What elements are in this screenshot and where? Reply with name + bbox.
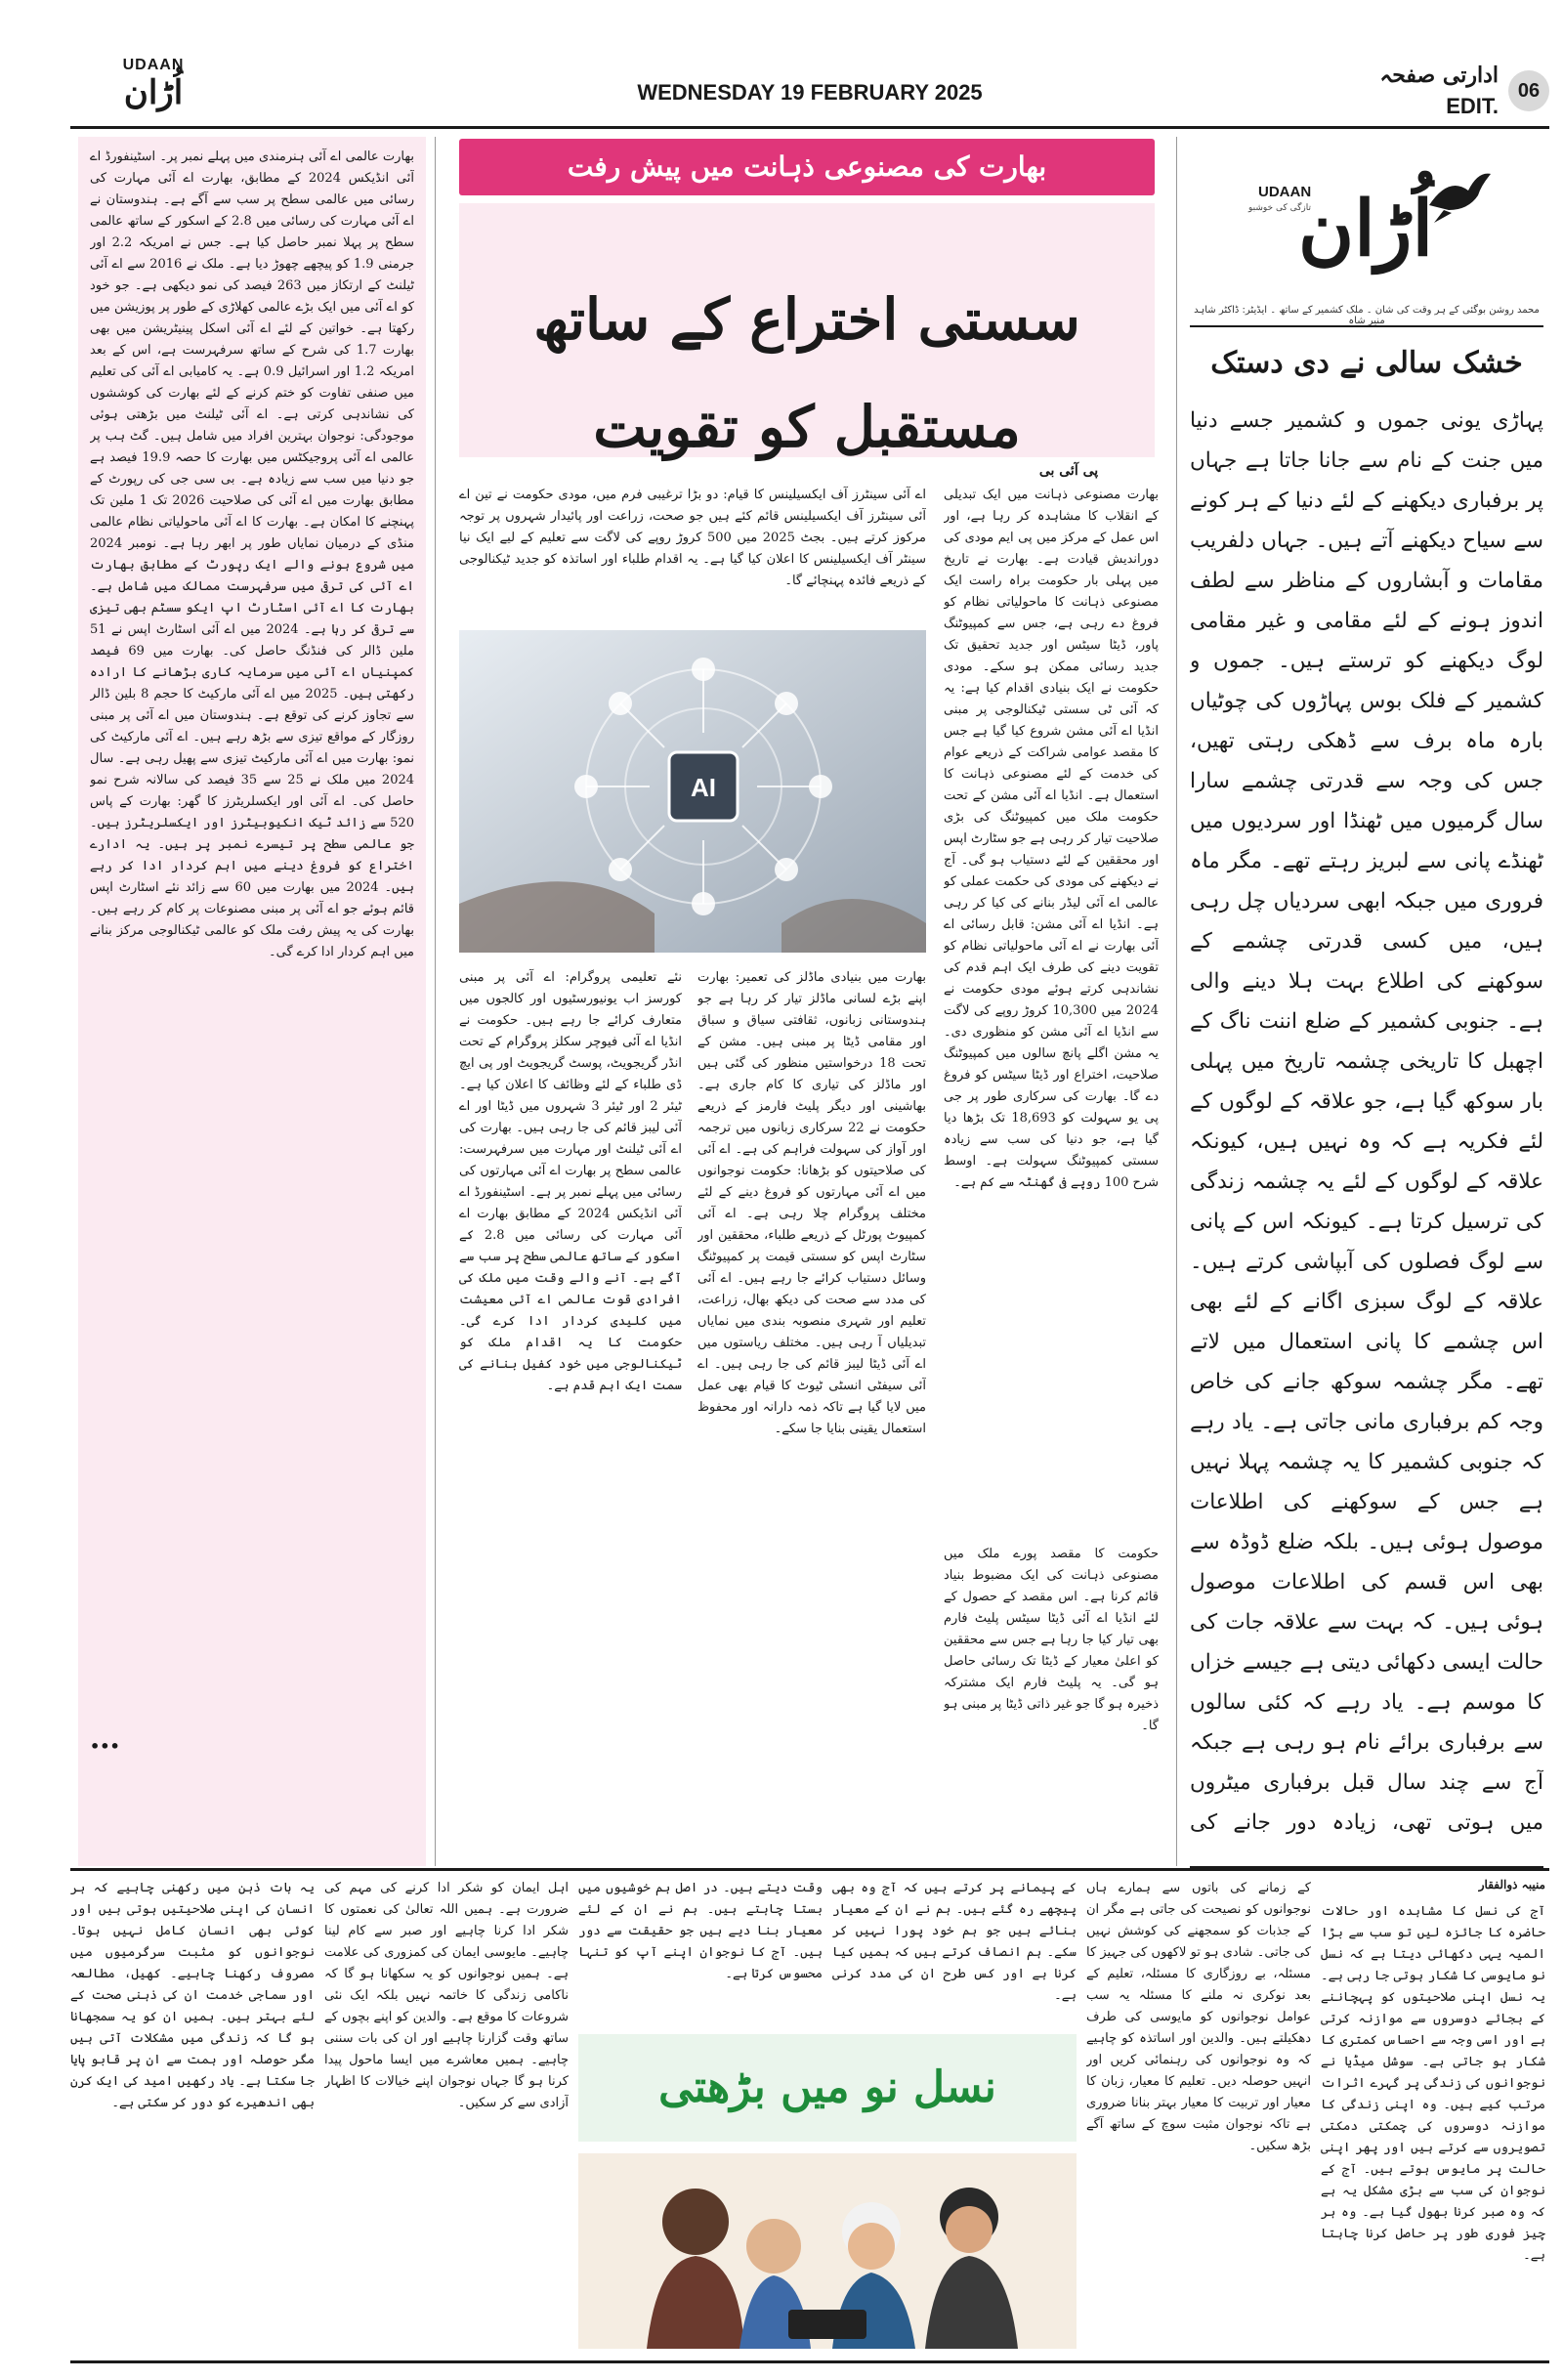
masthead-en: UDAAN [1258, 184, 1312, 200]
family-photo [578, 2153, 1077, 2349]
section-en: EDIT. [1446, 94, 1499, 118]
continuation-dots: ••• [90, 1737, 120, 1756]
feature-headline: سستی اختراع کے ساتھ مستقبل کو تقویت [533, 286, 1080, 460]
editorial [1190, 344, 1543, 1868]
page-bottom-rule [70, 2360, 1549, 2363]
feature-article [435, 137, 1177, 1866]
left-article [78, 137, 426, 1866]
bottom-column-6: یہ بات ذہن میں رکھنی چاہیے کہ ہر انسان کی اپنی صلاحیتیں ہوتی ہیں اور کوئی بھی انسان کامل نہیں ہوتا۔ نوجوانوں کو مثبت سرگرمیوں میں مصروف رکھنا چاہیے۔ کھیل، مطالعہ اور سماجی خدمت ان کی ذہنی صحت کے لئے بہتر ہیں۔ ہمیں ان کو یہ سمجھانا ہو گا کہ زندگی میں مشکلات آتی ہیں مگر حوصلہ اور ہمت سے ان پر قابو پایا جا سکتا ہے۔ یاد رکھیں امید کی ایک کرن بھی اندھیرے کو دور کر سکتی ہے۔ [70, 1881, 315, 2110]
ai-chip-image [459, 630, 926, 953]
bottom-column-1: آج کی نسل کا مشاہدہ اور حالات حاضرہ کا جائزہ لیں تو سب سے بڑا المیہ یہی دکھائی دیتا ہے کہ نسل نو مایوسی کا شکار ہوتی جا رہی ہے۔ یہ نسل اپنی صلاحیتوں کو پہچاننے کے بجائے دوسروں سے موازنہ کرتی ہے اور اسی وجہ سے احساس کمتری کا شکار ہو جاتی ہے۔ سوشل میڈیا نے نوجوانوں کی زندگی پر گہرے اثرات مرتب کیے ہیں۔ وہ اپنی زندگی کا موازنہ دوسروں کی چمکتی دمکتی تصویروں سے کرتے ہیں اور پھر اپنی حالت پر مایوس ہوتے ہیں۔ آج کے نوجوان کی سب سے بڑی مشکل یہ ہے کہ وہ صبر کرنا بھول گیا ہے۔ وہ ہر چیز فوری طور پر حاصل کرنا چاہتا ہے۔ [1321, 1904, 1545, 2263]
left-article-body: بھارت عالمی اے آئی ہنرمندی میں پہلے نمبر پر۔ اسٹینفورڈ اے آئی انڈیکس 2024 کے مطابق، بھارت اے آئی مہارت کی رسائی میں عالمی سطح پر سب سے آگے ہے۔ ہندوستان نے اے آئی مہارت کی رسائی میں 2.8 کے اسکور کے ساتھ عالمی سطح پر پہلا نمبر حاصل کیا ہے۔ جس نے امریکہ 2.2 اور جرمنی 1.9 کو پیچھے چھوڑ دیا ہے۔ ملک نے 2016 سے اے آئی ٹیلنٹ کے ارتکاز میں 263 فیصد کی نمو دیکھی ہے۔ جو خود کو اے آئی میں ایک بڑے عالمی کھلاڑی کے طور پر پوزیشن میں رکھتا ہے۔ خواتین کے لئے اے آئی اسکل پینیٹریشن میں بھی بھارت 1.7 کی شرح کے ساتھ سرفہرست ہے، اس کے بعد امریکہ 1.2 اور اسرائیل 0.9 ہے۔ یہ کامیابی اے آئی کی تعلیم میں صنفی تفاوت کو ختم کرنے کے لئے بھارت کی کوششوں کی نشاندہی کرتی ہے۔ اے آئی ٹیلنٹ میں بڑھتی ہوئی موجودگی: نوجوان بہترین افراد میں شامل ہیں۔ گٹ ہب پر عالمی اے آئی پروجیکٹس میں بھارت کا حصہ 19.9 فیصد ہے جو دنیا میں سب سے زیادہ ہے۔ بی سی جی کی رپورٹ کے مطابق بھارت میں اے آئی کی صلاحیت 2026 تک 1 ملین تک پہنچنے کا امکان ہے۔ بھارت کا اے آئی ماحولیاتی نظام عالمی منڈی کے درمیان نمایاں طور پر ابھر رہا ہے۔ نومبر 2024 میں شروع ہونے والے ایک رپورٹ کے مطابق بھارت اے آئی کی ترقی میں سرفہرست ممالک میں شامل ہے۔ بھارت کا اے آئی اسٹارٹ اپ ایکو سسٹم بھی تیزی سے ترقی کر رہا ہے۔ 2024 میں اے آئی اسٹارٹ اپس نے 51 ملین ڈالر کی فنڈنگ حاصل کی۔ بھارت میں 69 فیصد کمپنیاں اے آئی میں سرمایہ کاری بڑھانے کا ارادہ رکھتی ہیں۔ 2025 میں اے آئی مارکیٹ کا حجم 8 بلین ڈالر سے تجاوز کرنے کی توقع ہے۔ ہندوستان میں اے آئی پر مبنی روزگار کے مواقع تیزی سے بڑھ رہے ہیں۔ اے آئی مارکیٹ کی نمو: بھارت میں اے آئی مارکیٹ تیزی سے پھیل رہی ہے۔ سال 2024 میں ملک نے 25 سے 35 فیصد کی سالانہ شرح نمو حاصل کی۔ اے آئی اور ایکسلریٹرز کا گھر: بھارت کے پاس 520 سے زائد ٹیک انکیوبیٹرز اور ایکسلریٹرز ہیں۔ جو عالمی سطح پر تیسرے نمبر پر ہیں۔ یہ ادارے اختراع کو فروغ دینے میں اہم کردار ادا کر رہے ہیں۔ 2024 میں بھارت میں 60 سے زائد نئے اسٹارٹ اپس قائم ہوئے جو اے آئی پر مبنی مصنوعات پر کام کر رہے ہیں۔ بھارت کی یہ پیش رفت ملک کو عالمی ٹیکنالوجی مرکز بنانے میں اہم کردار ادا کرے گی۔ [90, 149, 414, 959]
dateline: WEDNESDAY 19 FEBRUARY 2025 [637, 80, 983, 105]
masthead-urdu: اُڑان [1297, 185, 1434, 274]
section-urdu: ادارتی صفحہ [1379, 63, 1499, 88]
bottom-column-4: وقت دیتے ہیں۔ در اصل ہم خوشیوں میں بستا چاہتے ہیں۔ ہم نے ان کے لئے معیار بنا دیے ہیں جو حقیقت سے دور ہیں۔ آج کا نوجوان اپنے آپ کو تنہا محسوس کرتا ہے۔ [578, 1881, 823, 1981]
brand-urdu: اُڑان [123, 73, 184, 112]
bottom-headline: نسل نو میں بڑھتی [658, 2062, 996, 2112]
feature-byline: پی آئی بی [1038, 463, 1099, 479]
feature-column-lower-left: نئے تعلیمی پروگرام: اے آئی پر مبنی کورسز اب یونیورسٹیوں اور کالجوں میں متعارف کرائے جا رہے ہیں۔ حکومت نے انڈیا اے آئی فیوچر سکلز پروگرام کے تحت انڈر گریجویٹ، پوسٹ گریجویٹ اور پی ایچ ڈی طلباء کے لئے وظائف کا اعلان کیا ہے۔ ٹیئر 2 اور ٹیئر 3 شہروں میں ڈیٹا اور اے آئی لیبز قائم کی جا رہی ہیں۔ بھارت کی اے آئی ٹیلنٹ اور مہارت میں سرفہرست: عالمی سطح پر بھارت اے آئی مہارتوں کی رسائی میں پہلے نمبر پر ہے۔ اسٹینفورڈ اے آئی انڈیکس 2024 کے مطابق بھارت اے آئی مہارت کی رسائی میں 2.8 کے اسکور کے ساتھ عالمی سطح پر سب سے آگے ہے۔ آنے والے وقت میں ملک کی افرادی قوت عالمی اے آئی معیشت میں کلیدی کردار ادا کرے گی۔ حکومت کا یہ اقدام ملک کو ٹیکنالوجی میں خود کفیل بنانے کی سمت ایک اہم قدم ہے۔ [459, 970, 682, 1393]
bottom-column-5: اہل ایمان کو شکر ادا کرنے کی مہم کی ضرورت ہے۔ ہمیں اللہ تعالیٰ کی نعمتوں کا شکر ادا کرنا چاہیے اور صبر سے کام لینا چاہیے۔ مایوسی ایمان کی کمزوری کی علامت ہے۔ ہمیں نوجوانوں کو یہ سکھانا ہو گا کہ ناکامی زندگی کا خاتمہ نہیں بلکہ ایک نئی شروعات کا موقع ہے۔ والدین کو اپنے بچوں کے ساتھ وقت گزارنا چاہیے اور ان کی بات سننی چاہیے۔ ہمیں معاشرے میں ایسا ماحول پیدا کرنا ہو گا جہاں نوجوان اپنے خیالات کا اظہار آزادی سے کر سکیں۔ [324, 1881, 569, 2110]
feature-kicker-band [459, 139, 1155, 195]
brand-en: UDAAN [122, 57, 185, 73]
feature-column-right-2: حکومت کا مقصد پورے ملک میں مصنوعی ذہانت کی ایک مضبوط بنیاد قائم کرنا ہے۔ اس مقصد کے حصول کے لئے انڈیا اے آئی ڈیٹا سیٹس پلیٹ فارم بھی تیار کیا جا رہا ہے جس سے محققین کو اعلیٰ معیار کے ڈیٹا تک رسائی حاصل ہو گی۔ یہ پلیٹ فارم ایک مشترکہ ذخیرہ ہو گا جو غیر ذاتی ڈیٹا پر مبنی ہو گا۔ [944, 1547, 1159, 1733]
feature-headline-box [459, 203, 1155, 460]
feature-column-right-1: بھارت مصنوعی ذہانت میں ایک تبدیلی کے انقلاب کا مشاہدہ کر رہا ہے، اور اس عمل کے مرکز میں پی ایم مودی کی دوراندیش قیادت ہے۔ بھارت نے تاریخ میں پہلی بار حکومت براہ راست ایک مصنوعی ذہانت کا ماحولیاتی نظام کو فروغ دے رہی ہے، جس سے کمپیوٹنگ پاور، ڈیٹا سیٹس اور جدید تحقیق تک جدید رسائی ممکن ہو سکے۔ مودی حکومت نے ایک بنیادی اقدام کیا ہے: یہ کہ آئی ٹی سستی ٹیکنالوجی پر مبنی انڈیا اے آئی مشن شروع کیا گیا ہے جس کا مقصد عوامی شراکت کے ذریعے عوام کی خدمت کے لئے مصنوعی ذہانت کا استعمال ہے۔ انڈیا اے آئی مشن کے تحت حکومت ملک میں کمپیوٹنگ کی بڑی صلاحیت تیار کر رہی ہے جو سٹارٹ اپس اور محققین کے لئے دستیاب ہو گی۔ آج نے دیکھنے کی مودی کی حکمت عملی کو عالمی اے آئی لیڈر بنانے کی کیا کر رہی ہے۔ انڈیا اے آئی مشن: قابل رسائی اے آئی بھارت نے اے آئی ماحولیاتی نظام کو تقویت دینے کی طرف ایک اہم قدم کی نشاندہی کرتے ہوئے مودی حکومت نے 2024 میں 10,300 کروڑ روپے کی لاگت سے انڈیا اے آئی مشن کو منظوری دی۔ یہ مشن اگلے پانچ سالوں میں کمپیوٹنگ صلاحیت، اختراع اور ڈیٹا سیٹس کو فروغ دے گا۔ بھارت کی سرکاری طور پر جی پی یو سہولت کو 18,693 تک بڑھا دیا گیا ہے، جو دنیا کی سب سے زیادہ سستی کمپیوٹنگ سہولت ہے۔ اوسط شرح 100 روپے فی گھنٹہ سے کم ہے۔ [944, 488, 1159, 1190]
feature-column-top: اے آئی سینٹرز آف ایکسیلینس کا قیام: دو بڑا ترغیبی فرم میں، مودی حکومت نے تین اے آئی سینٹرز آف ایکسیلینس قائم کئے ہیں جو صحت، زراعت اور پائیدار شہروں پر توجہ مرکوز کرتے ہیں۔ بجٹ 2025 میں 500 کروڑ روپے کی لاگت سے تعلیم کے لیے ایک نیا سینٹر آف ایکسیلینس کا اعلان کیا گیا ہے۔ یہ اقدام طلباء اور اساتذہ کو جدید ٹیکنالوجی کے ذریعے فائدہ پہنچائے گا۔ [459, 488, 926, 588]
page-header [70, 51, 1549, 129]
feature-kicker: بھارت کی مصنوعی ذہانت میں پیش رفت [567, 150, 1047, 183]
masthead-tagline: تازگی کی خوشبو [1248, 203, 1312, 213]
editorial-title: خشک سالی نے دی دستک [1210, 346, 1523, 380]
bottom-column-2: کے زمانے کی باتوں سے ہمارے ہاں نوجوانوں کو نصیحت کی جاتی ہے مگر ان کے جذبات کو سمجھنے کی کوشش نہیں کی جاتی۔ شادی ہو تو لاکھوں کی جہیز کا مسئلہ، بے روزگاری کا مسئلہ، تعلیم کے بعد نوکری نہ ملنے کا مسئلہ یہ سب عوامل نوجوانوں کو مایوسی کی طرف دھکیلتے ہیں۔ والدین اور اساتذہ کو چاہیے کہ وہ نوجوانوں کی رہنمائی کریں اور انہیں حوصلہ دیں۔ تعلیم کا معیار، زبان کا معیار اور تربیت کا معیار بہتر بنانا ضروری ہے تاکہ نوجوان مثبت سوچ کے ساتھ آگے بڑھ سکیں۔ [1086, 1881, 1311, 2153]
page-number: 06 [1508, 70, 1549, 111]
bottom-headline-box [578, 2034, 1077, 2142]
svg-text:AI: AI [691, 773, 716, 802]
section-label [1354, 63, 1549, 121]
ai-chip-illustration [459, 630, 926, 953]
section-divider [70, 1868, 1549, 1871]
bird-icon [1424, 166, 1493, 225]
bottom-column-3: کے پیمانے پر کرتے ہیں کہ آج وہ بھی پیچھے رہ گئے ہیں۔ ہم نے ان کے معیار بنائے ہیں جو ہم خود پورا نہیں کر سکے۔ ہم انصاف کرتے ہیں کہ ہمیں کیا کرنا ہے اور کس طرح ان کی مدد کرنی ہے۔ [832, 1881, 1077, 2003]
masthead [1190, 137, 1543, 327]
bottom-author: منیبہ ذوالفقار [1478, 1878, 1545, 1891]
bottom-article [70, 1878, 1549, 2357]
family-photo-illustration [578, 2153, 1077, 2349]
editorial-body: پہاڑی یونی جموں و کشمیر جسے دنیا میں جنت کے نام سے جانا جاتا ہے جہاں پر برفباری دیکھنے کے لئے دنیا کے ہر کونے سے سیاح دیکھنے آتے ہیں۔ جہاں دلفریب مقامات و آبشاروں کے مناظر سے لطف اندوز ہونے کے لئے مقامی و غیر مقامی لوگ دیکھنے کو ترستے ہیں۔ جموں و کشمیر کے فلک بوس پہاڑوں کی چوٹیاں بارہ ماہ برف سے ڈھکی رہتی تھیں، جس کی وجہ سے قدرتی چشمے سارا سال گرمیوں میں ٹھنڈا اور سردیوں میں ٹھنڈے پانی سے لبریز رہتے تھے۔ مگر ماہ فروری میں جبکہ ابھی سردیاں چل رہی ہیں، میں کسی قدرتی چشمے کے سوکھنے کی اطلاع بہت ہلا دینے والی ہے۔ جنوبی کشمیر کے ضلع اننت ناگ کے اچھبل کا تاریخی چشمہ تاریخ میں پہلی بار سوکھ گیا ہے، جو علاقہ کے لوگوں کے لئے فکریہ ہے کہ وہ نہیں ہیں، کیونکہ علاقہ کے لوگوں کے لئے یہ چشمہ زندگی کی ترسیل کرتا ہے۔ کیونکہ اس کے پانی سے لوگ فصلوں کی آبپاشی کرتے ہیں۔ علاقہ کے لوگ سبزی اگانے کے لئے بھی اس چشمے کا پانی استعمال میں لاتے تھے۔ مگر چشمہ سوکھ جانے کی خاص وجہ کم برفباری مانی جاتی ہے۔ یاد رہے کہ جنوبی کشمیر کا یہ چشمہ پہلا نہیں ہے جس کے سوکھنے کی اطلاعات موصول ہوئی ہیں۔ بلکہ ضلع ڈوڈہ سے بھی اس قسم کی اطلاعات موصول ہوئی ہیں۔ کہ بہت سے علاقہ جات کی حالت ایسی دکھائی دیتی ہے جیسے خزاں کا موسم ہے۔ یاد رہے کہ کئی سالوں سے برفباری برائے نام ہو رہی ہے جبکہ آج سے چند سال قبل برفباری میٹروں میں ہوتی تھی، زیادہ دور جانے کی [1190, 408, 1543, 1835]
feature-column-mid-left: بھارت میں بنیادی ماڈلز کی تعمیر: بھارت اپنے بڑے لسانی ماڈلز تیار کر رہا ہے جو ہندوستانی زبانوں، ثقافتی سیاق و سباق اور مقامی ڈیٹا پر مبنی ہیں۔ مشن کے تحت 18 درخواستیں منظور کی گئی ہیں اور ماڈلز کی تیاری کا کام جاری ہے۔ بھاشینی اور دیگر پلیٹ فارمز کے ذریعے حکومت نے 22 سرکاری زبانوں میں ترجمہ اور آواز کی سہولت فراہم کی ہے۔ اے آئی کی صلاحیتوں کو بڑھانا: حکومت نوجوانوں میں اے آئی مہارتوں کو فروغ دینے کے لئے مختلف پروگرام چلا رہی ہے۔ اے آئی کمپیوٹ پورٹل کے ذریعے طلباء، محققین اور سٹارٹ اپس کو سستی قیمت پر کمپیوٹنگ وسائل دستیاب کرائے جا رہے ہیں۔ اے آئی کی مدد سے صحت کی دیکھ بھال، زراعت، تعلیم اور شہری منصوبہ بندی میں نمایاں تبدیلیاں آ رہی ہیں۔ مختلف ریاستوں میں اے آئی ڈیٹا لیبز قائم کی جا رہی ہیں۔ اے آئی سیفٹی انسٹی ٹیوٹ کا قیام بھی عمل میں لایا گیا ہے تاکہ ذمہ دارانہ اور محفوظ استعمال یقینی بنایا جا سکے۔ [697, 970, 926, 1436]
masthead-credit: محمد روشن بوگئی کے ہر وقت کی شان ۔ ملک کشمیر کے ساتھ ۔ ایڈیٹر: ڈاکٹر شاہد منیر شاہ [1194, 305, 1540, 326]
